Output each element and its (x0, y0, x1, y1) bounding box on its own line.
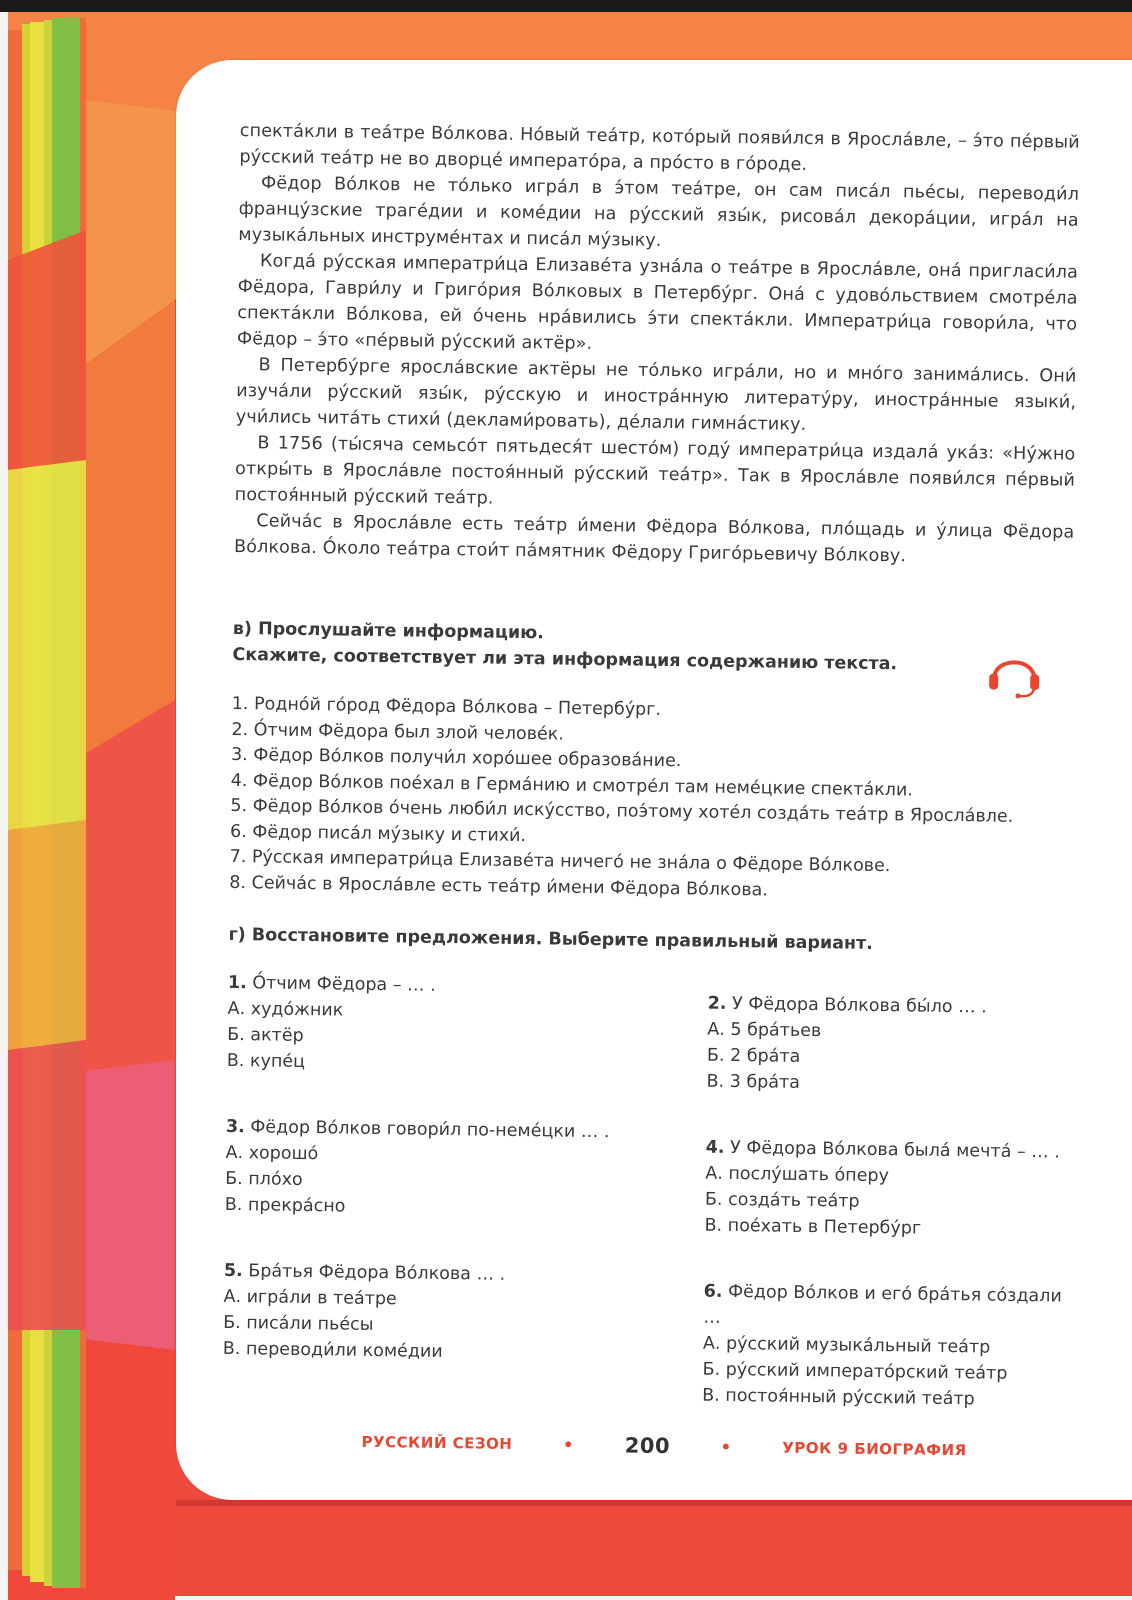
text-paragraph-2: Фёдор Во́лков не то́лько игра́л в э́том теа́тре, он сам писа́л пье́сы, переводи́л францу́зские траге́дии и коме́дии на ру́сский язы́к, рисова́л декора́ции, игра́л на музыка́льных инструме́нтах и писа́л му́зыку. (238, 173, 1080, 251)
option: Б. актёр (227, 1024, 304, 1046)
statement-list (229, 692, 1072, 908)
option: В. пое́хать в Петербу́рг (704, 1215, 922, 1239)
option: В. постоя́нный ру́сский теа́тр (702, 1385, 975, 1410)
list-item: 5. Фёдор Во́лков о́чень люби́л иску́сство, поэ́тому хоте́л созда́ть теа́тр в Яросла́вле. (230, 795, 1014, 827)
option: Б. пло́хо (225, 1168, 303, 1190)
question-number: 1. (227, 972, 247, 994)
option: А. худо́жник (227, 998, 344, 1021)
separator-dot: • (562, 1432, 575, 1457)
list-item: 4. Фёдор Во́лков пое́хал в Герма́нию и смотре́л там неме́цкие спекта́кли. (230, 770, 913, 800)
option: В. купе́ц (226, 1050, 306, 1072)
option: А. хорошо́ (225, 1142, 319, 1165)
separator-dot: • (719, 1434, 733, 1460)
option: Б. писа́ли пье́сы (223, 1312, 374, 1335)
option: А. послу́шать о́перу (705, 1163, 890, 1187)
question-3 (224, 1114, 706, 1239)
option: А. 5 бра́тьев (707, 1019, 822, 1042)
list-item: 7. Ру́сская императри́ца Елизаве́та ничего́ не зна́ла о Фёдоре Во́лкове. (229, 846, 891, 877)
list-item: 8. Сейча́с в Яросла́вле есть теа́тр и́мени Фёдора Во́лкова. (229, 872, 769, 900)
option: В. прекра́сно (224, 1194, 346, 1217)
question-text: Фёдор Во́лков говори́л по-неме́цки … . (244, 1117, 610, 1143)
question-4 (704, 1135, 1065, 1244)
option: Б. 2 бра́та (706, 1045, 801, 1067)
question-number: 5. (223, 1260, 243, 1282)
question-text: О́тчим Фёдора – … . (246, 973, 436, 996)
question-2 (706, 991, 1067, 1100)
task-g (222, 922, 1069, 1414)
question-text: У Фёдора Во́лкова была́ мечта́ – … . (724, 1137, 1061, 1163)
option: В. переводи́ли коме́дии (222, 1338, 443, 1362)
list-item: 3. Фёдор Во́лков получи́л хоро́шее образова́ние. (230, 744, 682, 772)
reading-text (234, 118, 1080, 572)
question-number: 3. (225, 1116, 245, 1138)
question-1 (226, 970, 708, 1095)
option: В. 3 бра́та (706, 1071, 801, 1093)
text-paragraph-6: Сейча́с в Яросла́вле есть теа́тр и́мени Фёдора Во́лкова, пло́щадь и у́лица Фёдора Во́лкова. О́коло теа́тра стои́т па́мятник Фёдору Григо́рьевичу Во́лкову. (233, 511, 1075, 567)
book-title: РУССКИЙ СЕЗОН (361, 1432, 513, 1453)
question-text: Бра́тья Фёдора Во́лкова … . (242, 1261, 506, 1285)
question-number: 4. (705, 1137, 725, 1158)
task-g-title: г) Восстановите предложения. Выберите правильный вариант. (228, 924, 874, 954)
list-item: 6. Фёдор писа́л му́зыку и стихи́. (229, 821, 527, 846)
text-paragraph-5: В 1756 (ты́сяча семьсо́т пятьдеся́т шесто́м) году́ императри́ца издала́ ука́з: «Ну́жно откры́ть в Яросла́вле постоя́нный ру́сский теа́тр». Так в Яросла́вле появи́лся пе́рвый постоя́нный ру́сский теа́тр. (234, 433, 1076, 509)
task-v-title-2: Скажите, соответствует ли эта информация содержанию текста. (232, 644, 898, 675)
task-v (229, 616, 1073, 908)
page-content (221, 118, 1080, 1464)
list-item: 1. Родно́й го́род Фёдора Во́лкова – Петербу́рг. (231, 693, 662, 720)
option: А. ру́сский музыка́льный теа́тр (702, 1333, 991, 1358)
question-6 (702, 1279, 1064, 1414)
text-paragraph-1: спекта́кли в теа́тре Во́лкова. Но́вый теа́тр, кото́рый появи́лся в Яросла́вле, – э́то пе́рвый ру́сский теа́тр не во дворце́ императо́ра, а про́сто в го́роде. (239, 120, 1080, 175)
question-grid (222, 970, 1068, 1414)
headphones-icon (986, 646, 1043, 699)
lesson-title: УРОК 9 БИОГРАФИЯ (782, 1438, 967, 1460)
question-text: Фёдор Во́лков и его́ бра́тья со́здали … (703, 1281, 1062, 1328)
option: Б. созда́ть теа́тр (704, 1189, 860, 1212)
option: Б. ру́сский императо́рский теа́тр (702, 1359, 1008, 1384)
question-text: У Фёдора Во́лкова бы́ло … . (726, 993, 987, 1018)
question-number: 6. (703, 1281, 723, 1302)
question-5 (222, 1258, 704, 1409)
list-item: 2. О́тчим Фёдора был злой челове́к. (231, 719, 565, 745)
text-paragraph-4: В Петербу́рге яросла́вские актёры не то́лько игра́ли, но и мно́го занима́лись. Они́ изуча́ли ру́сский язы́к, ру́сскую и иностра́нную литерату́ру, иностра́нные языки́, учи́лись чита́ть стихи́ (деклами́ровать), де́лали гимна́стику. (235, 355, 1077, 435)
task-v-title-1: в) Прослушайте информацию. (232, 618, 544, 644)
text-paragraph-3: Когда́ ру́сская императри́ца Елизаве́та узна́ла о теа́тре в Яросла́вле, она́ пригласи́ла Фёдора, Гаври́лу и Григо́рия Во́лковых в Петербу́рг. Она́ с удово́льствием смотре́ла спекта́кли Во́лкова, ей о́чень нра́вились э́ти спекта́кли. Императри́ца говори́ла, что Фёдор – э́то «пе́рвый ру́сский актёр». (236, 251, 1079, 354)
option: А. игра́ли в теа́тре (223, 1286, 397, 1310)
question-number: 2. (707, 993, 727, 1014)
page-number: 200 (624, 1433, 671, 1459)
